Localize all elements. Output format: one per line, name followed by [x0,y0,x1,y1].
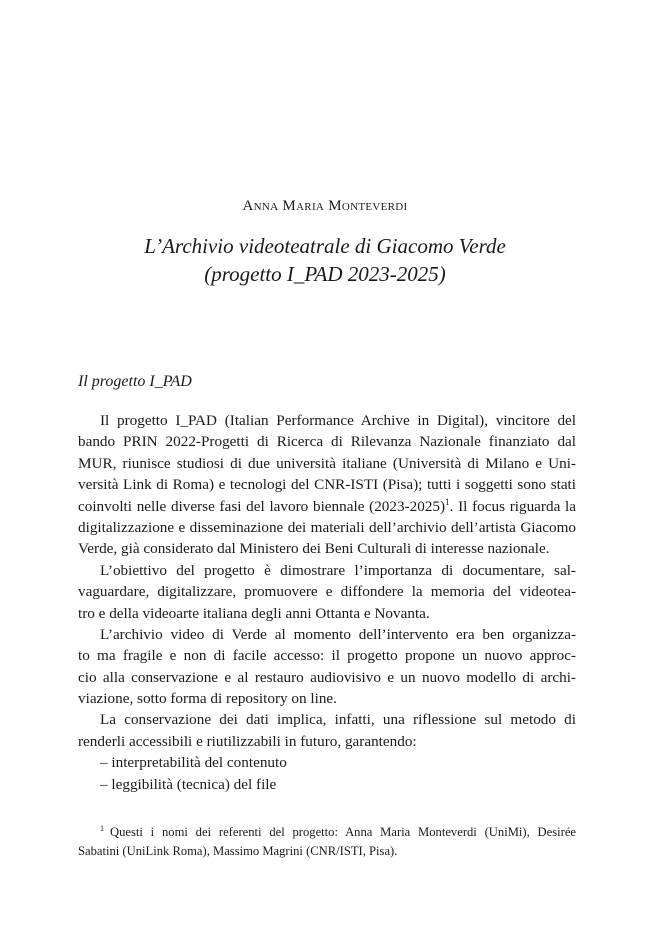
text-line: to ma fragile e non di facile accesso: il progetto propone un nuovo approc- [78,647,576,665]
footnote [78,823,576,861]
text-fragment: coinvolti nelle diverse fasi del lavoro biennale (2023-2025) [78,497,446,515]
text-line: MUR, riunisce studiosi di due università italiane (Università di Milano e Uni- [78,454,576,472]
footnote-line [78,823,576,842]
article-title [0,232,650,288]
text-line: La conservazione dei dati implica, infatti, una riflessione sul metodo di [100,711,576,729]
text-line: versità Link di Roma) e tecnologi del CNR-ISTI (Pisa); tutti i soggetti sono stati [78,476,576,494]
list-item: – interpretabilità del contenuto [100,754,287,772]
title-line-2: (progetto I_PAD 2023-2025) [204,262,446,286]
text-line: bando PRIN 2022-Progetti di Ricerca di Rilevanza Nazionale finanziato dal [78,433,576,451]
text-line: cio alla conservazione e al restauro audiovisivo e un nuovo modello di archi- [78,668,576,686]
text-line: Verde, già considerato dal Ministero dei Beni Culturali di interesse nazionale. [78,540,550,558]
text-line: vaguardare, digitalizzare, promuovere e diffondere la memoria del videotea- [78,583,576,601]
list-item: – leggibilità (tecnica) del file [100,775,277,793]
text-line: L’archivio video di Verde al momento dell’intervento era ben organizza- [100,625,576,643]
author-name: Anna Maria Monteverdi [242,198,408,214]
footnote-text: Questi i nomi dei referenti del progetto: Anna Maria Monteverdi (UniMi), Desirée [110,825,576,839]
section-heading: Il progetto I_PAD [78,373,192,390]
footnote-reference: 1 [445,496,450,507]
footnote-mark: 1 [100,824,104,833]
footnote-line: Sabatini (UniLink Roma), Massimo Magrini (CNR/ISTI, Pisa). [78,844,398,858]
text-line: viazione, sotto forma di repository on line. [78,690,337,708]
text-line: tro e della videoarte italiana degli anni Ottanta e Novanta. [78,604,430,622]
text-line [78,496,576,517]
title-line-1: L’Archivio videoteatrale di Giacomo Verde [144,234,506,258]
text-fragment: . Il focus riguarda la [449,497,576,515]
body-text [78,410,576,795]
text-line: Il progetto I_PAD (Italian Performance Archive in Digital), vincitore del [100,412,576,429]
text-line: L’obiettivo del progetto è dimostrare l’importanza di documentare, sal- [100,561,576,579]
text-line: digitalizzazione e disseminazione dei materiali dell’archivio dell’artista Giacomo [78,518,576,536]
text-line: renderli accessibili e riutilizzabili in futuro, garantendo: [78,732,417,750]
